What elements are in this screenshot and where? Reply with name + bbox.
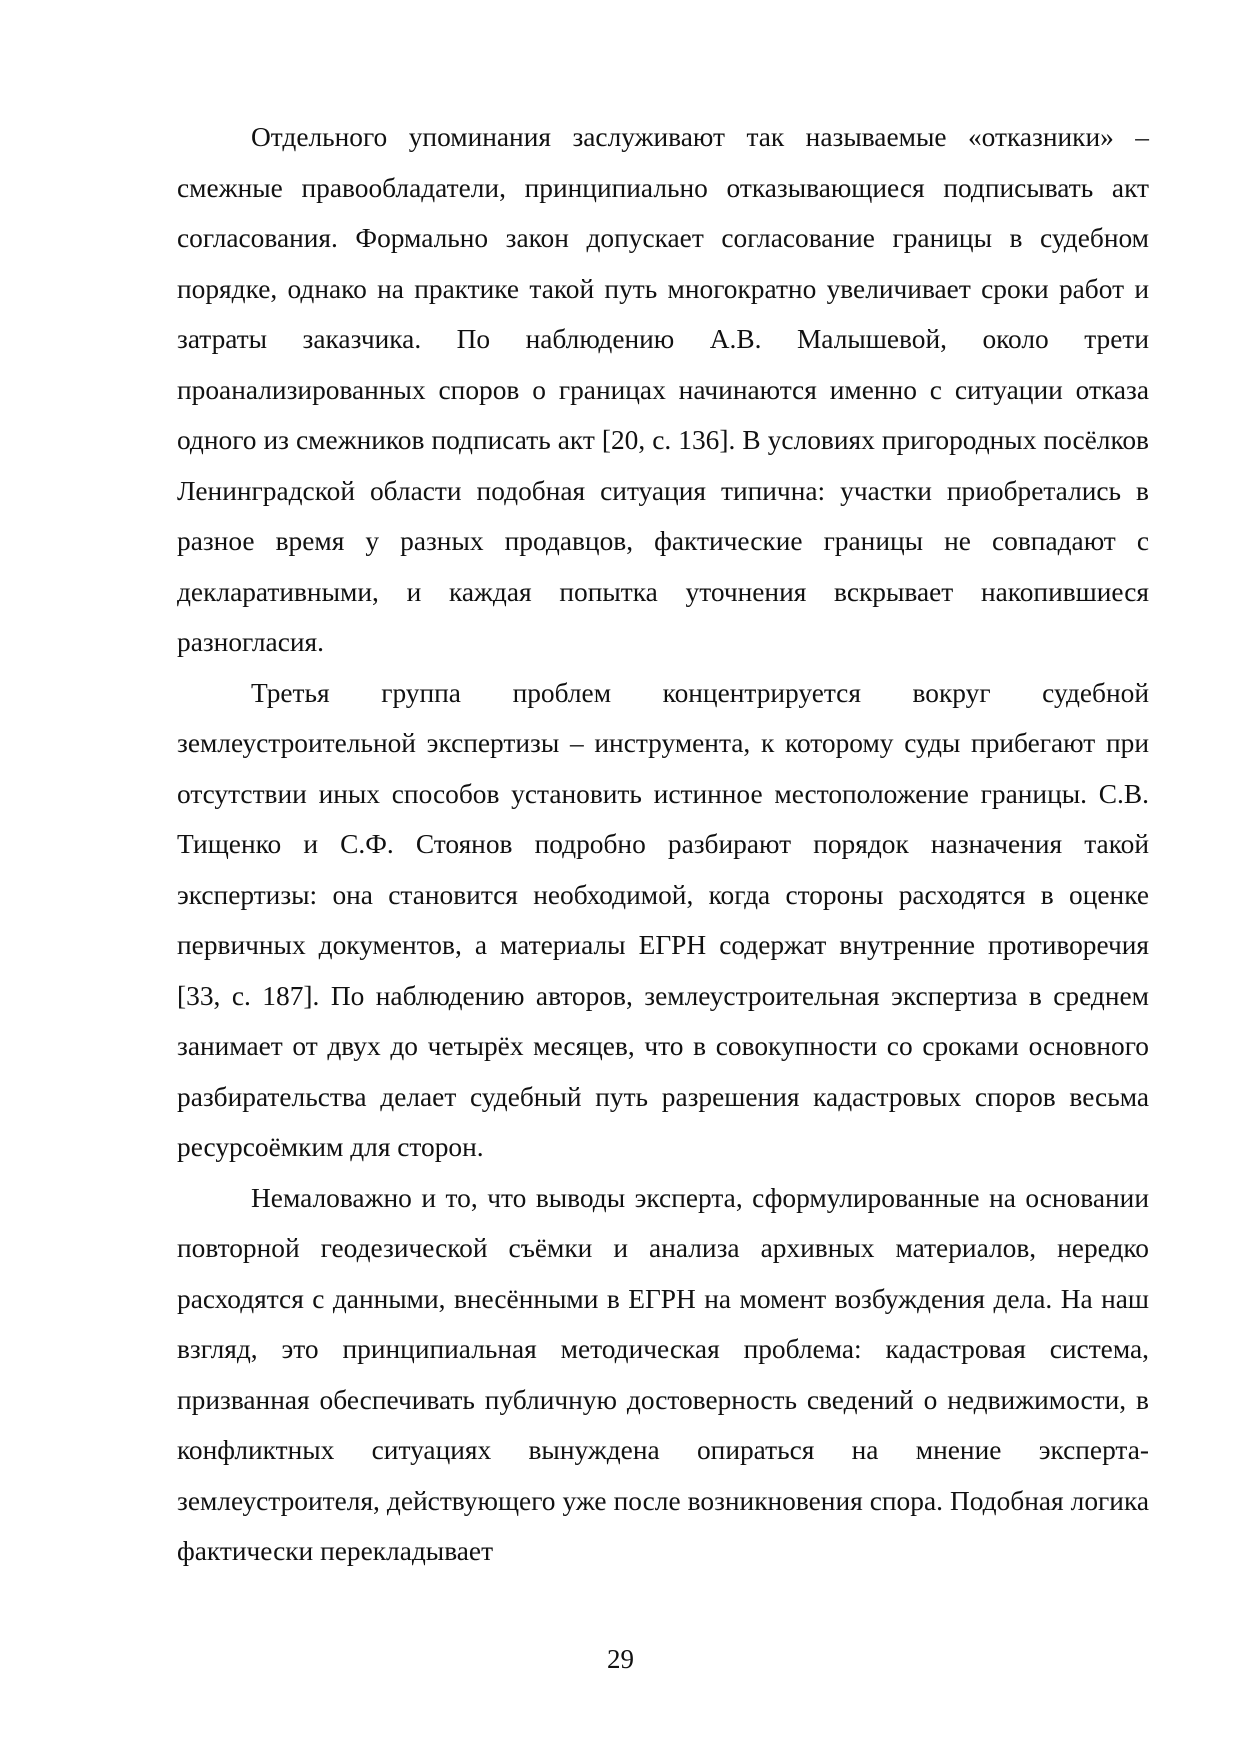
- paragraph-land-expertise: Третья группа проблем концентрируется вокруг судебной землеустроительной экспертизы – инструмента, к которому суды прибегают при отсутствии иных способов установить истинное местоположение границы. С.В. Тищенко и С.Ф. Стоянов подробно разбирают порядок назначения такой экспертизы: она становится необходимой, когда стороны расходятся в оценке первичных документов, а материалы ЕГРН содержат внутренние противоречия [33, с. 187]. По наблюдению авторов, землеустроительная экспертиза в среднем занимает от двух до четырёх месяцев, что в совокупности со сроками основного разбирательства делает судебный путь разрешения кадастровых споров весьма ресурсоёмким для сторон.: [177, 677, 1149, 1162]
- body-text: [177, 112, 1149, 1577]
- paragraph-refuseniks: Отдельного упоминания заслуживают так называемые «отказники» – смежные правообладатели, принципиально отказывающиеся подписывать акт согласования. Формально закон допускает согласование границы в судебном порядке, однако на практике такой путь многократно увеличивает сроки работ и затраты заказчика. По наблюдению А.В. Малышевой, около трети проанализированных споров о границах начинаются именно с ситуации отказа одного из смежников подписать акт [20, с. 136]. В условиях пригородных посёлков Ленинградской области подобная ситуация типична: участки приобретались в разное время у разных продавцов, фактические границы не совпадают с декларативными, и каждая попытка уточнения вскрывает накопившиеся разногласия.: [177, 122, 1149, 657]
- paragraph-expert-conclusions: Немаловажно и то, что выводы эксперта, сформулированные на основании повторной геодезической съёмки и анализа архивных материалов, нередко расходятся с данными, внесёнными в ЕГРН на момент возбуждения дела. На наш взгляд, это принципиальная методическая проблема: кадастровая система, призванная обеспечивать публичную достоверность сведений о недвижимости, в конфликтных ситуациях вынуждена опираться на мнение эксперта-землеустроителя, действующего уже после возникновения спора. Подобная логика фактически перекладывает: [177, 1182, 1149, 1566]
- page-number: 29: [607, 1644, 634, 1674]
